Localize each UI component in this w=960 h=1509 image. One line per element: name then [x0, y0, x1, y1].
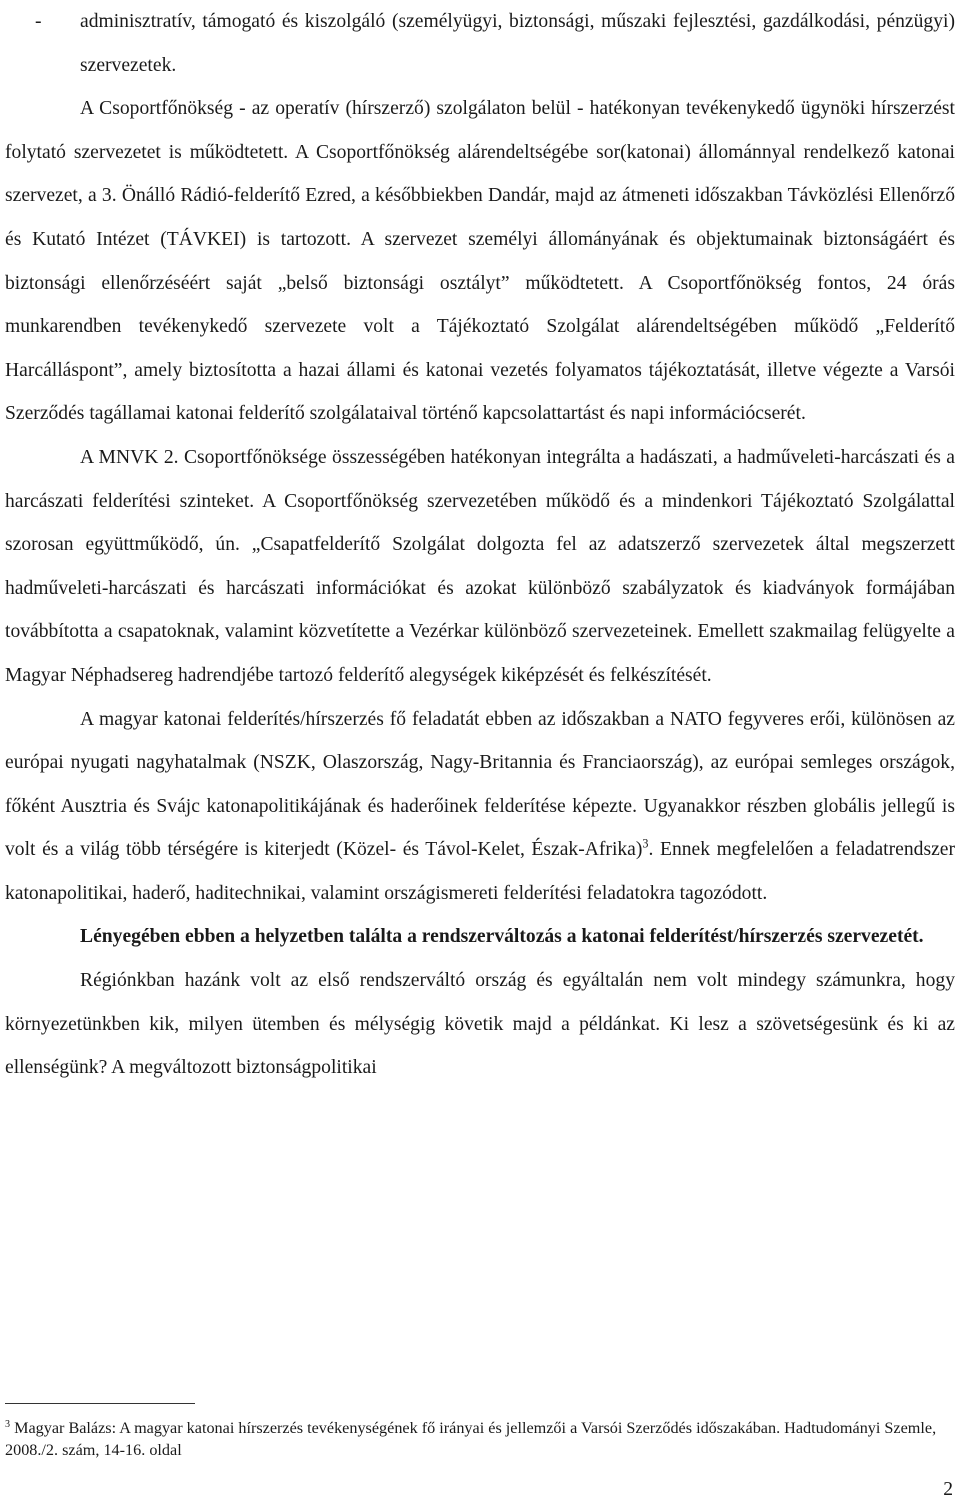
paragraph-2: A MNVK 2. Csoportfőnöksége összességében hatékonyan integrálta a hadászati, a hadműveleti-harcászati és a harcászati felderítési szinteket. A Csoportfőnökség szervezetében működő és a mindenkori Tájékoztató Szolgálattal szorosan együttműködő, ún. „Csapatfelderítő Szolgálat dolgozta fel az adatszerző szervezetek által megszerzett hadműveleti-harcászati és harcászati információkat és azokat különböző szabályzatok és kiadványok formájában továbbította a csapatoknak, valamint közvetítette a Vezérkar különböző szervezeteinek. Emellett szakmailag felügyelte a Magyar Néphadsereg hadrendjébe tartozó felderítő alegységek kiképzését és felkészítését.: [5, 446, 955, 686]
paragraph-3: [5, 698, 955, 916]
footnote: [5, 1418, 955, 1461]
footnote-marker: 3: [5, 1418, 11, 1430]
paragraph-3-text-a: A magyar katonai felderítés/hírszerzés fő feladatát ebben az időszakban a NATO fegyveres erői, különösen az európai nyugati nagyhatalmak (NSZK, Olaszország, Nagy-Britannia és Franciaország), az európai semleges országok, főként Ausztria és Svájc katonapolitikájának és haderőinek felderítése képezte. Ugyanakkor részben globális jellegű is volt és a világ több térségére is kiterjedt (Közel- és Távol-Kelet, Észak-Afrika): [5, 708, 955, 861]
page-number: 2: [943, 1479, 953, 1500]
list-item-text: adminisztratív, támogató és kiszolgáló (személyügyi, biztonsági, műszaki fejlesztési, gazdálkodási, pénzügyi) szervezetek.: [80, 11, 955, 76]
list-dash: -: [35, 11, 42, 32]
list-item: [5, 0, 955, 87]
paragraph-3-text-b: . Ennek megfelelően a feladatrendszer katonapolitikai, haderő, haditechnikai, valamint országismereti felderítési feladatokra tagozódott.: [5, 839, 955, 904]
footnote-reference: 3: [642, 837, 649, 851]
paragraph-5: Régiónkban hazánk volt az első rendszerváltó ország és egyáltalán nem volt mindegy számunkra, hogy környezetünkben kik, milyen ütemben és mélységig követik majd a példánkat. Ki lesz a szövetségesünk és ki az ellenségünk? A megváltozott biztonságpolitikai: [5, 970, 955, 1079]
footnote-text: Magyar Balázs: A magyar katonai hírszerzés tevékenységének fő irányai és jellemzői a Varsói Szerződés időszakában. Hadtudományi Szemle, 2008./2. szám, 14-16. oldal: [5, 1419, 937, 1459]
body-text: [5, 0, 955, 1090]
paragraph-1: A Csoportfőnökség - az operatív (hírszerző) szolgálaton belül - hatékonyan tevékenykedő ügynöki hírszerzést folytató szervezetet is működtetett. A Csoportfőnökség alárendeltségébe sor(katonai) állománnyal rendelkező katonai szervezet, a 3. Önálló Rádió-felderítő Ezred, a későbbiekben Dandár, majd az átmeneti időszakban Távközlési Ellenőrző és Kutató Intézet (TÁVKEI) is tartozott. A szervezet személyi állományának és objektumainak biztonságáért és biztonsági ellenőrzéséért saját „belső biztonsági osztályt” működtetett. A Csoportfőnökség fontos, 24 órás munkarendben tevékenykedő szervezete volt a Tájékoztató Szolgálat alárendeltségében működő „Felderítő Harcálláspont”, amely biztosította a hazai állami és katonai vezetés folyamatos tájékoztatását, illetve végezte a Varsói Szerződés tagállamai katonai felderítő szolgálataival történő kapcsolattartást és napi információcserét.: [5, 98, 955, 425]
footnote-separator: [5, 1403, 195, 1404]
paragraph-4-bold: Lényegében ebben a helyzetben találta a rendszerváltozás a katonai felderítést/hírszerzés szervezetét.: [80, 926, 924, 948]
